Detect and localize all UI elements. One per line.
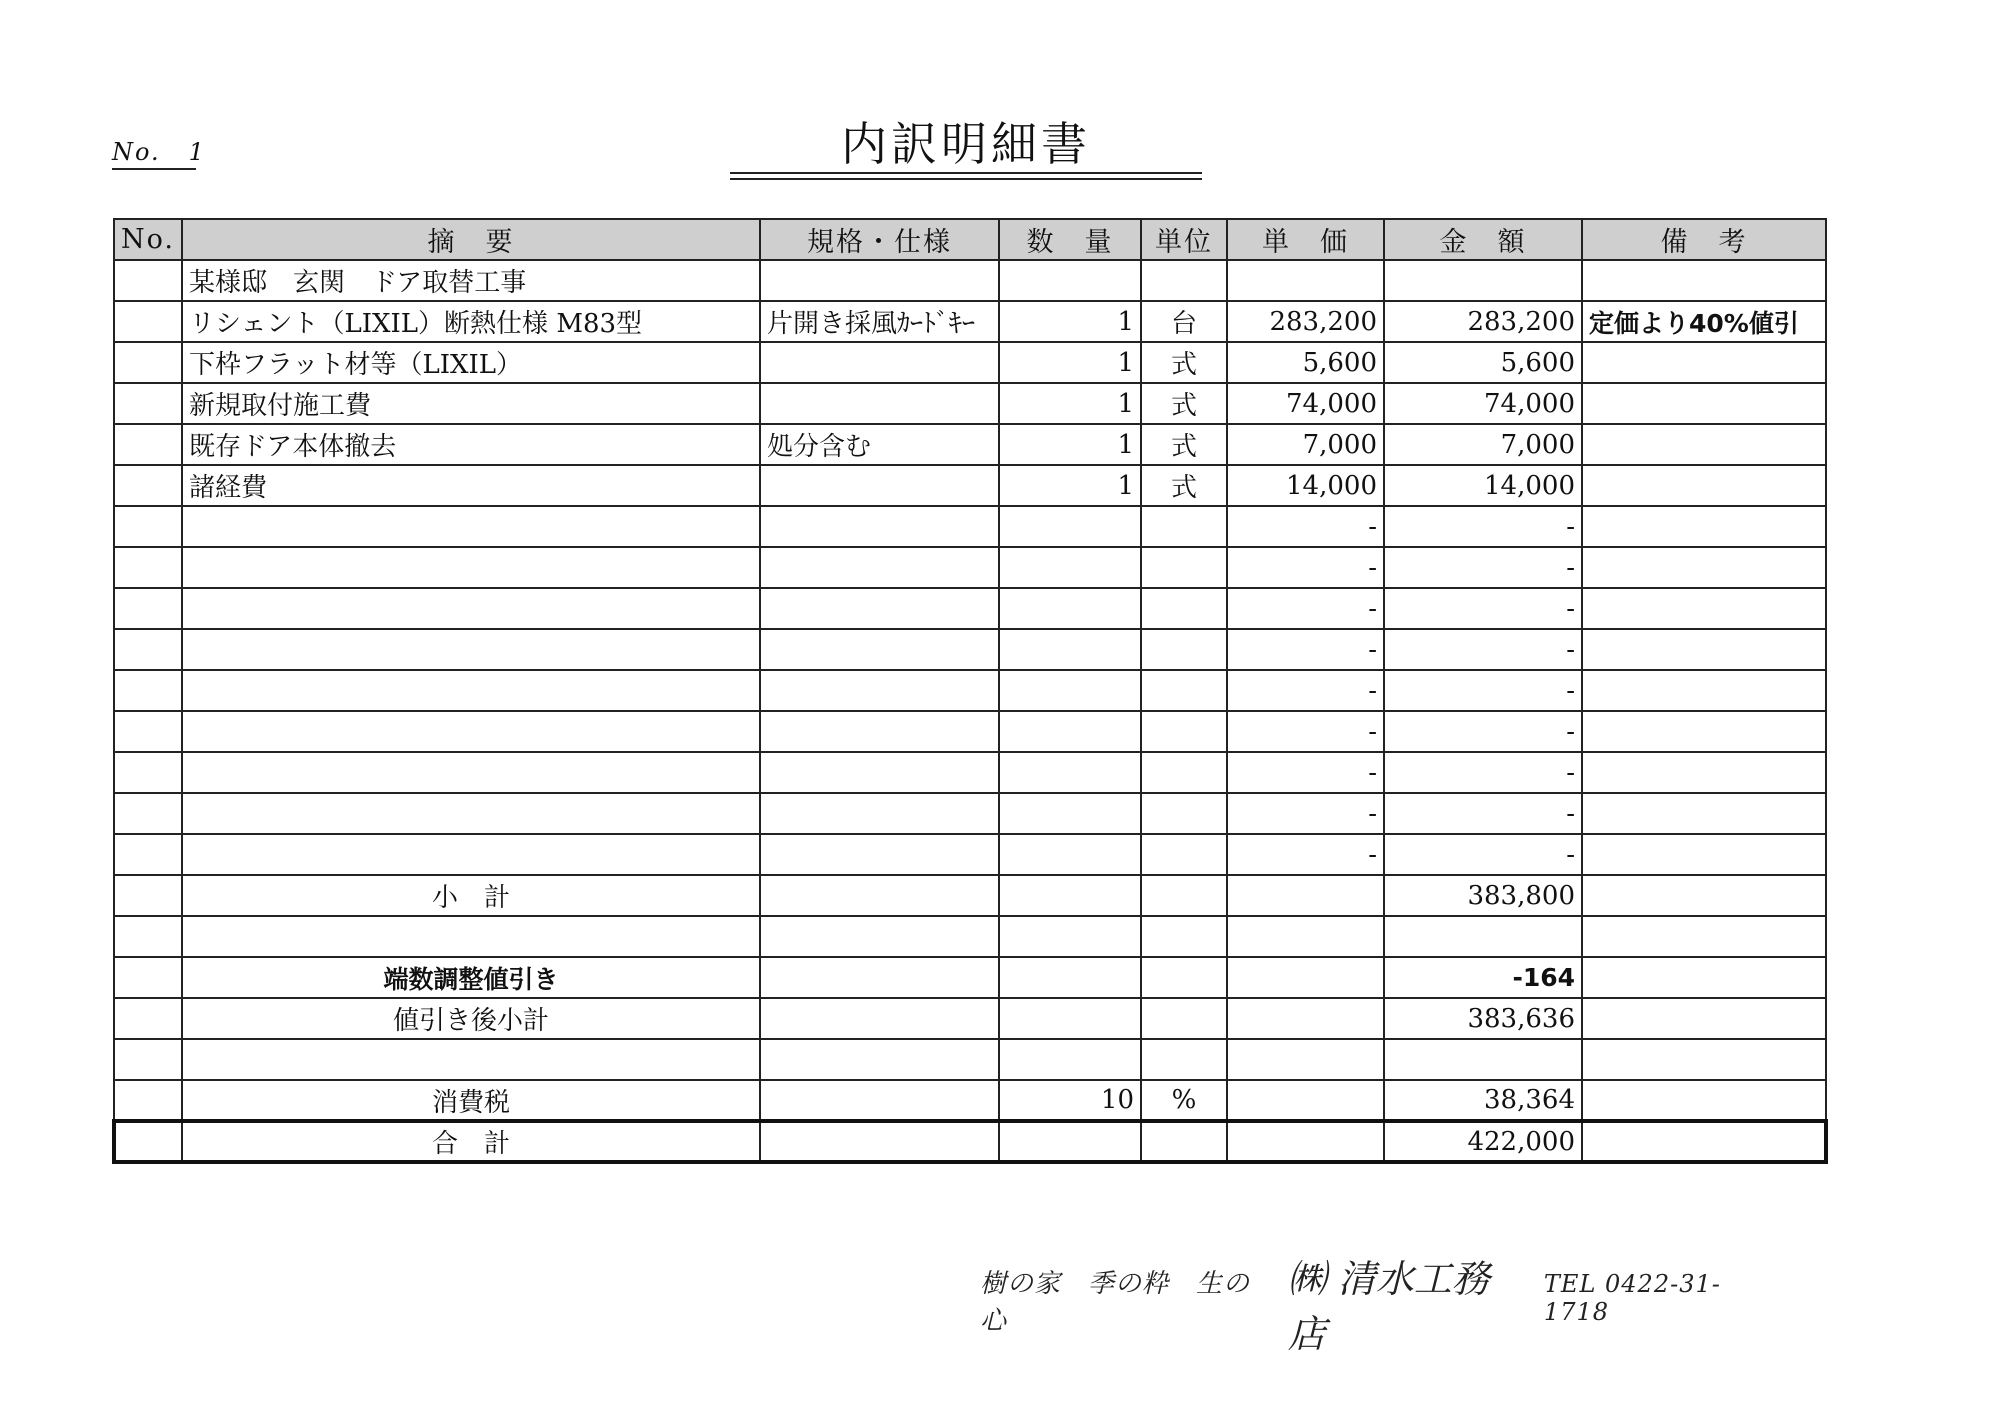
document-number: [112, 138, 206, 170]
cell-empty: [1582, 916, 1826, 957]
cell-empty: [1227, 1080, 1384, 1121]
row-quantity: [999, 506, 1141, 547]
table-row: [114, 342, 1826, 383]
cell-empty: [999, 916, 1141, 957]
table-row: [114, 711, 1826, 752]
cell-empty: [1141, 957, 1227, 998]
cell-empty: [760, 875, 999, 916]
header-no: No.: [114, 219, 182, 260]
row-spec: [760, 342, 999, 383]
row-spec: 処分含む: [760, 424, 999, 465]
breakdown-table: [112, 218, 1828, 1164]
row-spec: [760, 260, 999, 301]
header-quantity: 数 量: [999, 219, 1141, 260]
cell-empty: [114, 916, 182, 957]
row-description: 新規取付施工費: [182, 383, 760, 424]
cell-empty: [999, 998, 1141, 1039]
row-amount: -: [1384, 588, 1582, 629]
table-row: [114, 834, 1826, 875]
cell-empty: [1582, 1039, 1826, 1080]
rounding-discount-row: [114, 957, 1826, 998]
row-amount: [1384, 260, 1582, 301]
row-unit-price: 7,000: [1227, 424, 1384, 465]
row-no: [114, 260, 182, 301]
subtotal-amount: 383,800: [1384, 875, 1582, 916]
cell-empty: [114, 1039, 182, 1080]
cell-empty: [114, 875, 182, 916]
header-unit-price: 単 価: [1227, 219, 1384, 260]
row-unit-price: -: [1227, 834, 1384, 875]
row-amount: -: [1384, 670, 1582, 711]
row-spec: [760, 711, 999, 752]
row-note: 定価より40%値引: [1582, 301, 1826, 342]
cell-empty: [999, 957, 1141, 998]
page-title: 内訳明細書: [730, 116, 1202, 174]
row-spec: [760, 383, 999, 424]
row-unit-price: 283,200: [1227, 301, 1384, 342]
row-quantity: [999, 547, 1141, 588]
row-quantity: [999, 260, 1141, 301]
row-no: [114, 342, 182, 383]
row-description: [182, 547, 760, 588]
row-unit-price: 74,000: [1227, 383, 1384, 424]
blank-row: [114, 916, 1826, 957]
row-amount: -: [1384, 834, 1582, 875]
cell-empty: [999, 1121, 1141, 1162]
row-description: 既存ドア本体撤去: [182, 424, 760, 465]
document-number-label: No.: [112, 138, 161, 166]
row-unit: 式: [1141, 424, 1227, 465]
row-spec: [760, 588, 999, 629]
row-quantity: [999, 752, 1141, 793]
table-row: [114, 793, 1826, 834]
row-unit-price: 14,000: [1227, 465, 1384, 506]
row-no: [114, 629, 182, 670]
cell-empty: [760, 1080, 999, 1121]
row-amount: 14,000: [1384, 465, 1582, 506]
cell-empty: [1141, 875, 1227, 916]
row-note: [1582, 424, 1826, 465]
row-note: [1582, 588, 1826, 629]
row-description: リシェント（LIXIL）断熱仕様 M83型: [182, 301, 760, 342]
row-spec: [760, 465, 999, 506]
cell-empty: [1582, 1121, 1826, 1162]
row-note: [1582, 465, 1826, 506]
cell-empty: [1227, 875, 1384, 916]
cell-empty: [1582, 957, 1826, 998]
cell-empty: [1141, 1039, 1227, 1080]
document-number-value: 1: [188, 138, 206, 166]
tax-label: 消費税: [182, 1080, 760, 1121]
cell-empty: [1141, 1121, 1227, 1162]
header-description: 摘 要: [182, 219, 760, 260]
row-unit-price: -: [1227, 670, 1384, 711]
table-row: [114, 506, 1826, 547]
row-description: [182, 588, 760, 629]
row-quantity: 1: [999, 342, 1141, 383]
row-note: [1582, 342, 1826, 383]
row-note: [1582, 629, 1826, 670]
row-note: [1582, 834, 1826, 875]
subtotal-label: 小 計: [182, 875, 760, 916]
table-row: [114, 424, 1826, 465]
row-quantity: [999, 793, 1141, 834]
row-amount: 74,000: [1384, 383, 1582, 424]
cell-empty: [760, 1121, 999, 1162]
row-no: [114, 834, 182, 875]
after-discount-row: [114, 998, 1826, 1039]
row-unit: [1141, 793, 1227, 834]
subtotal-row: [114, 875, 1826, 916]
company-slogan: 樹の家 季の粋 生の心: [980, 1269, 1251, 1336]
row-unit-price: -: [1227, 506, 1384, 547]
row-unit: [1141, 260, 1227, 301]
row-description: 諸経費: [182, 465, 760, 506]
row-description: [182, 506, 760, 547]
row-unit: [1141, 752, 1227, 793]
table-row: [114, 260, 1826, 301]
row-note: [1582, 752, 1826, 793]
cell-empty: [1141, 916, 1227, 957]
table-row: [114, 629, 1826, 670]
tax-unit: %: [1141, 1080, 1227, 1121]
row-unit: [1141, 588, 1227, 629]
row-amount: 283,200: [1384, 301, 1582, 342]
row-no: [114, 301, 182, 342]
row-amount: -: [1384, 547, 1582, 588]
row-quantity: [999, 629, 1141, 670]
table-header-row: [114, 219, 1826, 260]
table-row: [114, 547, 1826, 588]
row-note: [1582, 547, 1826, 588]
total-row: [114, 1121, 1826, 1162]
row-amount: 7,000: [1384, 424, 1582, 465]
row-unit-price: -: [1227, 752, 1384, 793]
row-spec: [760, 752, 999, 793]
header-unit: 単位: [1141, 219, 1227, 260]
header-amount: 金 額: [1384, 219, 1582, 260]
table-row: [114, 465, 1826, 506]
row-description: [182, 834, 760, 875]
row-quantity: 1: [999, 301, 1141, 342]
row-unit: 式: [1141, 342, 1227, 383]
header-note: 備 考: [1582, 219, 1826, 260]
table-row: [114, 383, 1826, 424]
row-amount: -: [1384, 629, 1582, 670]
row-spec: 片開き採風ｶｰﾄﾞｷｰ: [760, 301, 999, 342]
company-name: ㈱ 清水工務店: [1287, 1257, 1490, 1356]
cell-empty: [760, 1039, 999, 1080]
row-no: [114, 383, 182, 424]
table-row: [114, 670, 1826, 711]
row-amount: -: [1384, 506, 1582, 547]
row-unit: [1141, 547, 1227, 588]
row-no: [114, 547, 182, 588]
row-no: [114, 670, 182, 711]
cell-empty: [182, 1039, 760, 1080]
row-unit-price: -: [1227, 588, 1384, 629]
row-unit: [1141, 834, 1227, 875]
row-note: [1582, 670, 1826, 711]
row-unit: 式: [1141, 383, 1227, 424]
cell-empty: [1227, 957, 1384, 998]
cell-empty: [1227, 916, 1384, 957]
row-note: [1582, 506, 1826, 547]
row-description: [182, 752, 760, 793]
row-spec: [760, 670, 999, 711]
table-row: [114, 301, 1826, 342]
total-label: 合 計: [182, 1121, 760, 1162]
row-unit-price: -: [1227, 711, 1384, 752]
blank-row: [114, 1039, 1826, 1080]
after-discount-amount: 383,636: [1384, 998, 1582, 1039]
row-unit: 式: [1141, 465, 1227, 506]
cell-empty: [114, 1080, 182, 1121]
row-unit: 台: [1141, 301, 1227, 342]
row-unit: [1141, 629, 1227, 670]
row-quantity: [999, 588, 1141, 629]
row-no: [114, 711, 182, 752]
cell-empty: [1227, 1121, 1384, 1162]
row-spec: [760, 547, 999, 588]
tax-amount: 38,364: [1384, 1080, 1582, 1121]
cell-empty: [182, 916, 760, 957]
row-note: [1582, 260, 1826, 301]
title-double-underline: [730, 178, 1202, 180]
cell-empty: [999, 1039, 1141, 1080]
cell-empty: [1582, 1080, 1826, 1121]
cell-empty: [999, 875, 1141, 916]
row-unit-price: -: [1227, 547, 1384, 588]
row-spec: [760, 834, 999, 875]
row-no: [114, 793, 182, 834]
after-discount-label: 値引き後小計: [182, 998, 760, 1039]
cell-empty: [1141, 998, 1227, 1039]
row-spec: [760, 629, 999, 670]
row-no: [114, 752, 182, 793]
total-amount: 422,000: [1384, 1121, 1582, 1162]
cell-empty: [114, 1121, 182, 1162]
row-quantity: [999, 834, 1141, 875]
row-no: [114, 424, 182, 465]
row-spec: [760, 506, 999, 547]
row-unit: [1141, 670, 1227, 711]
row-amount: -: [1384, 711, 1582, 752]
row-no: [114, 465, 182, 506]
row-no: [114, 506, 182, 547]
row-spec: [760, 793, 999, 834]
row-description: [182, 670, 760, 711]
row-unit-price: -: [1227, 793, 1384, 834]
row-unit: [1141, 711, 1227, 752]
tax-rate: 10: [999, 1080, 1141, 1121]
rounding-discount-label: 端数調整値引き: [182, 957, 760, 998]
tax-row: [114, 1080, 1826, 1121]
row-quantity: 1: [999, 383, 1141, 424]
cell-empty: [1582, 875, 1826, 916]
row-note: [1582, 383, 1826, 424]
company-tel: TEL 0422-31-1718: [1543, 1270, 1721, 1326]
row-description: 某様邸 玄関 ドア取替工事: [182, 260, 760, 301]
row-no: [114, 588, 182, 629]
cell-empty: [1582, 998, 1826, 1039]
row-quantity: 1: [999, 424, 1141, 465]
row-unit-price: 5,600: [1227, 342, 1384, 383]
header-spec: 規格・仕様: [760, 219, 999, 260]
table-row: [114, 752, 1826, 793]
company-footer: [980, 1248, 1780, 1358]
row-unit: [1141, 506, 1227, 547]
row-amount: -: [1384, 793, 1582, 834]
row-note: [1582, 711, 1826, 752]
cell-empty: [760, 916, 999, 957]
cell-empty: [760, 957, 999, 998]
cell-empty: [1227, 1039, 1384, 1080]
cell-empty: [114, 957, 182, 998]
row-description: [182, 793, 760, 834]
row-description: 下枠フラット材等（LIXIL）: [182, 342, 760, 383]
row-quantity: 1: [999, 465, 1141, 506]
row-unit-price: [1227, 260, 1384, 301]
rounding-discount-amount: -164: [1384, 957, 1582, 998]
row-quantity: [999, 670, 1141, 711]
row-amount: 5,600: [1384, 342, 1582, 383]
row-description: [182, 711, 760, 752]
cell-empty: [114, 998, 182, 1039]
row-quantity: [999, 711, 1141, 752]
cell-empty: [760, 998, 999, 1039]
row-amount: -: [1384, 752, 1582, 793]
table-row: [114, 588, 1826, 629]
cell-empty: [1384, 1039, 1582, 1080]
row-description: [182, 629, 760, 670]
cell-empty: [1384, 916, 1582, 957]
cell-empty: [1227, 998, 1384, 1039]
row-note: [1582, 793, 1826, 834]
row-unit-price: -: [1227, 629, 1384, 670]
